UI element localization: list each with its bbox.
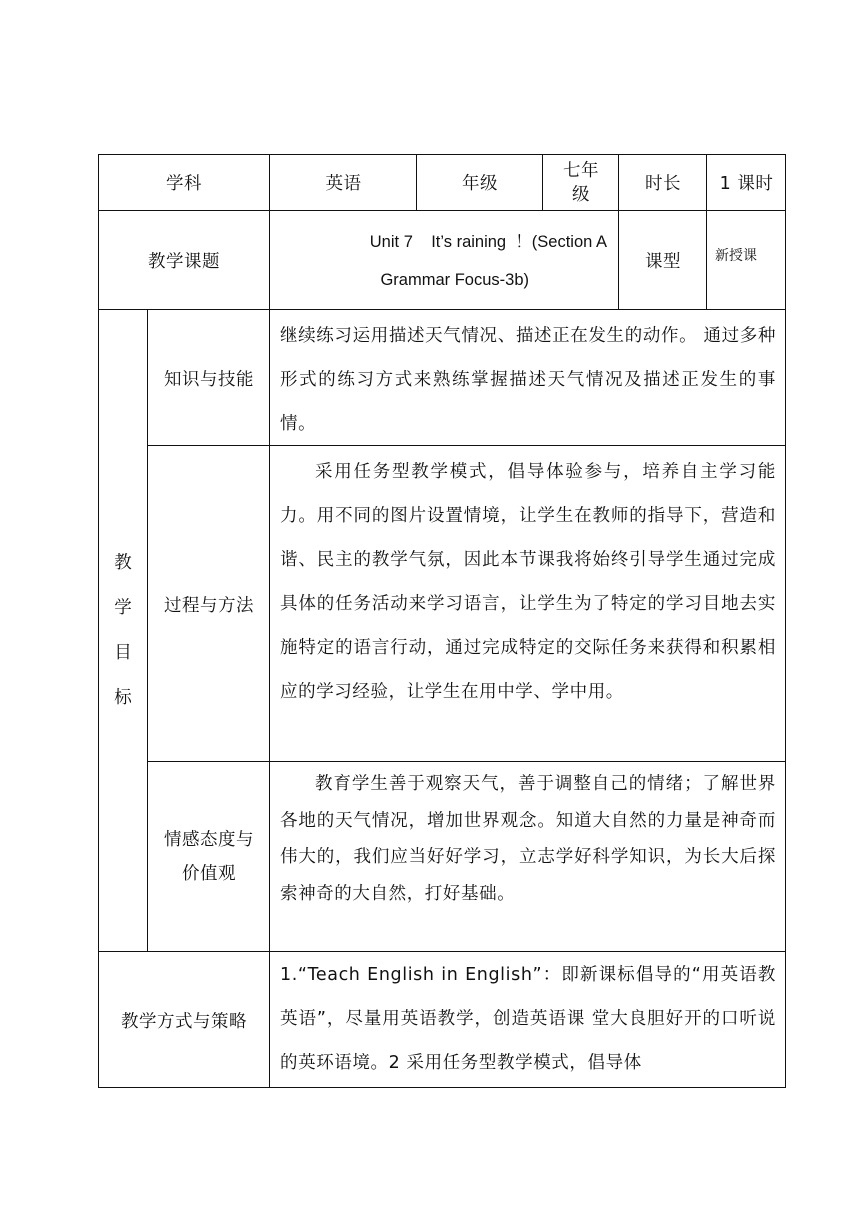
strategy-text: 1.“Teach English in English”：即新课标倡导的“用英语教英语”，尽量用英语教学，创造英语课 堂大良胆好开的口听说的英环语境。2 采用任务型教学模式，倡导体: [280, 965, 776, 1073]
subject-label: 学科: [166, 174, 202, 194]
subject-value: 英语: [325, 174, 362, 194]
duration-value: 1 课时: [719, 174, 774, 194]
grade-value: [543, 154, 619, 211]
type-label: 课型: [645, 252, 681, 272]
type-value: 新授课: [715, 248, 757, 264]
knowledge-text: 继续练习运用描述天气情况、描述正在发生的动作。 通过多种形式的练习方式来熟练掌握描述天气情况及描述正发生的事情。: [280, 326, 776, 434]
process-label: 过程与方法: [164, 595, 254, 616]
grade-label: 年级: [462, 174, 498, 194]
emotion-label: [148, 762, 270, 952]
objectives-label-char: 学: [114, 598, 132, 618]
strategy-label: 教学方式与策略: [121, 1011, 247, 1032]
emotion-text: 教育学生善于观察天气，善于调整自己的情绪；了解世界各地的天气情况，增加世界观念。知道大自然的力量是神奇而伟大的，我们应当好好学习，立志学好科学知识，为长大后探索神奇的大自然，打好基础。: [280, 774, 776, 904]
objectives-label-char: 目: [114, 643, 132, 663]
topic-line-1: Unit 7 It’s raining ！(Section A: [369, 232, 607, 251]
objectives-label: [98, 310, 148, 952]
lesson-plan-table: [98, 154, 786, 1088]
topic-line-2: Grammar Focus-3b): [380, 270, 529, 289]
grade-value-line2: 级: [572, 184, 590, 205]
grade-value-line1: 七年: [563, 160, 599, 181]
topic-value: [270, 211, 619, 310]
emotion-label-line2: 价值观: [182, 864, 236, 884]
objectives-label-char: 标: [114, 688, 132, 708]
process-text: 采用任务型教学模式，倡导体验参与，培养自主学习能力。用不同的图片设置情境，让学生在教师的指导下，营造和谐、民主的教学气氛，因此本节课我将始终引导学生通过完成具体的任务活动来学习语言，让学生为了特定的学习目地去实施特定的语言行动，通过完成特定的交际任务来获得和积累相应的学习经验，让学生在用中学、学中用。: [280, 462, 776, 702]
objectives-label-char: 教: [114, 553, 132, 573]
knowledge-label: 知识与技能: [164, 369, 254, 390]
topic-label: 教学课题: [148, 252, 220, 272]
emotion-label-line1: 情感态度与: [164, 830, 254, 850]
duration-label: 时长: [645, 174, 681, 194]
